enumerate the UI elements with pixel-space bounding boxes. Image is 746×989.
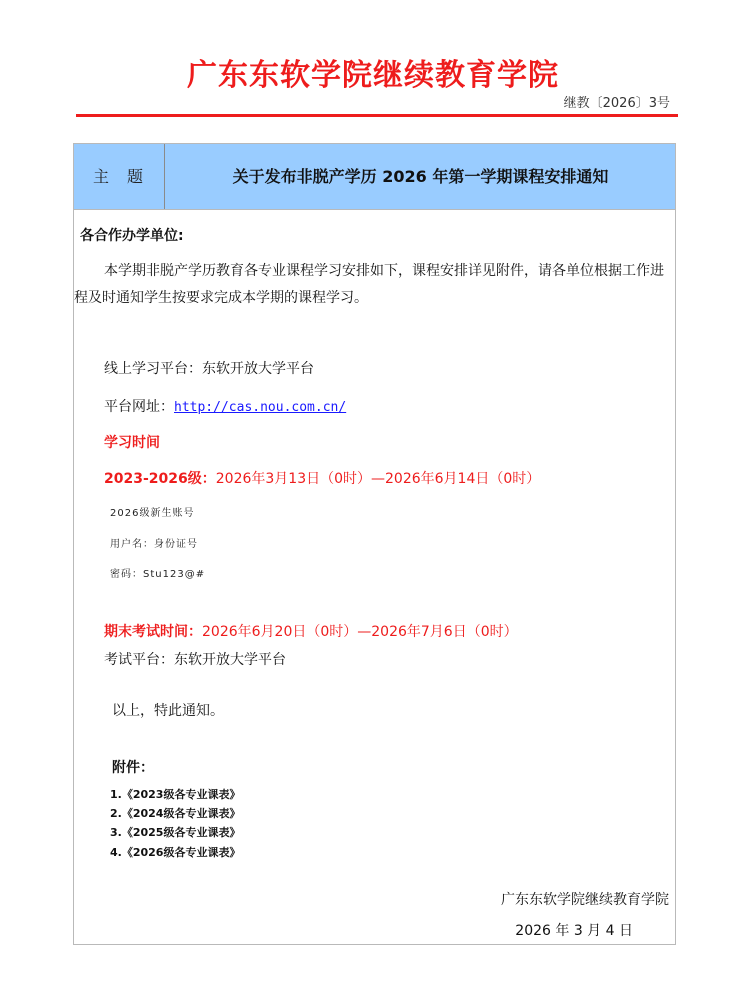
notice-frame bbox=[73, 143, 676, 945]
subject-title: 关于发布非脱产学历 2026 年第一学期课程安排通知 bbox=[232, 167, 609, 186]
intro-paragraph: 本学期非脱产学历教育各专业课程学习安排如下，课程安排详见附件，请各单位根据工作进程及时通知学生按要求完成本学期的课程学习。 bbox=[74, 263, 664, 306]
attachment-item[interactable]: 3.《2025级各专业课表》 bbox=[110, 826, 241, 839]
url-line bbox=[104, 396, 346, 416]
exam-time-label: 期末考试时间： bbox=[104, 624, 202, 640]
header-divider bbox=[76, 114, 678, 117]
subject-row bbox=[74, 144, 675, 210]
study-range-label: 2023-2026级： bbox=[104, 471, 216, 487]
exam-time-value: 2026年6月20日（0时）—2026年7月6日（0时） bbox=[202, 624, 518, 640]
signature-date: 2026 年 3 月 4 日 bbox=[515, 923, 633, 939]
signature-org: 广东东软学院继续教育学院 bbox=[501, 892, 669, 908]
platform-url-link[interactable]: http://cas.nou.com.cn/ bbox=[174, 400, 347, 415]
closing-line: 以上，特此通知。 bbox=[112, 703, 224, 719]
attachment-item[interactable]: 4.《2026级各专业课表》 bbox=[110, 846, 241, 859]
attachment-item[interactable]: 2.《2024级各专业课表》 bbox=[110, 807, 241, 820]
study-range-line bbox=[104, 468, 540, 488]
addressee: 各合作办学单位: bbox=[80, 228, 184, 244]
account-title: 2026级新生账号 bbox=[110, 508, 195, 519]
study-range-value: 2026年3月13日（0时）—2026年6月14日（0时） bbox=[215, 471, 541, 487]
exam-platform-line: 考试平台：东软开放大学平台 bbox=[104, 652, 286, 668]
attachment-item[interactable]: 1.《2023级各专业课表》 bbox=[110, 788, 241, 801]
platform-line: 线上学习平台：东软开放大学平台 bbox=[104, 361, 314, 377]
exam-time-line bbox=[104, 621, 518, 641]
attachments-heading: 附件： bbox=[112, 760, 154, 776]
study-time-heading: 学习时间 bbox=[104, 435, 160, 451]
org-title: 广东东软学院继续教育学院 bbox=[187, 58, 559, 93]
subject-label: 主题 bbox=[74, 144, 165, 209]
document-number: 继教〔2026〕3号 bbox=[563, 96, 670, 111]
password-line: 密码：Stu123@# bbox=[110, 569, 206, 580]
url-label: 平台网址： bbox=[104, 399, 174, 415]
username-line: 用户名：身份证号 bbox=[110, 539, 198, 550]
